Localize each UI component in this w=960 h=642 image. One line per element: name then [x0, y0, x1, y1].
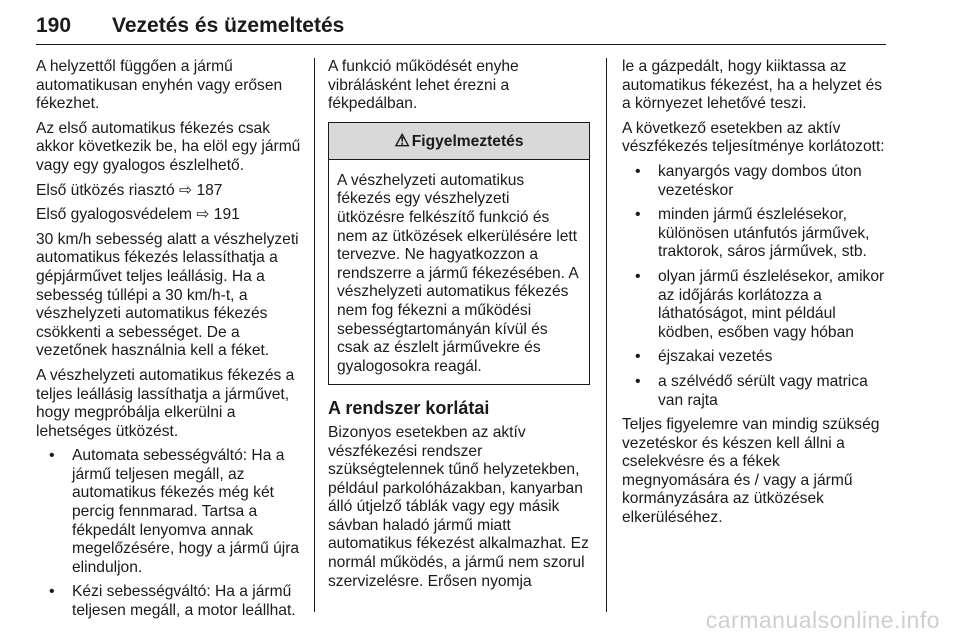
paragraph: A helyzettől függően a jármű automatikusan enyhén vagy erősen fékezhet. [36, 58, 283, 113]
column-3 [622, 58, 890, 534]
paragraph: le a gázpedált, hogy kiiktassa az automatikus fékezést, ha a helyzet és a környezet lehetővé teszi. [622, 58, 883, 113]
column-divider-1 [314, 58, 315, 612]
paragraph: A vészhelyzeti automatikus fékezés a teljes leállásig lassíthatja a járművet, hogy megpróbálja elkerülni a lehetséges ütközést. [36, 366, 295, 440]
page-ref-arrow-icon: ⇨ [179, 181, 193, 199]
bullet-list [622, 163, 890, 410]
column-2 [328, 58, 590, 597]
warning-text: A vészhelyzeti automatikus fékezés egy vészhelyzeti ütközésre felkészítő funkció és nem az ütközések elkerülésére lett tervezve. Ne hagyatkozzon a rendszerre a jármű fékezésében. A vészhelyzeti automatikus fékezés nem fog fékezni a működési sebességtartományán kívül és csak az észlelt járművekre és gyalogosokra reagál. [337, 171, 578, 375]
paragraph: Bizonyos esetekben az aktív vészfékezési rendszer szükségtelennek tűnő helyzetekben, például parkolóházakban, kanyarban álló útjelző táblák vagy egy másik sávban haladó jármű miatt automatikus fékezést alkalmazhat. Ez normál működés, a jármű nem szorul szervizelésre. Erősen nyomja [328, 423, 589, 590]
warning-triangle-icon: ⚠ [394, 130, 410, 150]
column-1 [36, 58, 304, 627]
column-divider-2 [606, 58, 607, 612]
cross-reference-pedestrian-protection[interactable]: Első gyalogosvédelem ⇨ 191 [36, 206, 240, 224]
list-item: • éjszakai vezetés [622, 348, 890, 367]
header-divider [36, 44, 886, 45]
paragraph: Az első automatikus fékezés csak akkor következik be, ha elöl egy jármű vagy egy gyalogos észlelhető. [36, 119, 301, 174]
page-title: Vezetés és üzemeltetés [112, 14, 345, 37]
warning-box [328, 122, 590, 386]
list-item: • kanyargós vagy dombos úton vezetéskor [622, 163, 890, 200]
list-item: • olyan jármű észlelésekor, amikor az időjárás korlátozza a láthatóságot, mint például ködben, esőben vagy hóban [622, 268, 890, 342]
section-heading: A rendszer korlátai [328, 398, 490, 419]
paragraph: A következő esetekben az aktív vészfékezés teljesítménye korlátozott: [622, 119, 885, 156]
paragraph: 30 km/h sebesség alatt a vészhelyzeti automatikus fékezés lelassíthatja a gépjárművet teljes leállásig. Ha a sebesség túllépi a 30 km/h-t, a vészhelyzeti automatikus fékezés csökkenti a sebességet. De a vezetőnek használnia kell a féket. [36, 230, 299, 360]
warning-body [329, 160, 589, 385]
list-item: • Automata sebességváltó: Ha a jármű teljesen megáll, az automatikus fékezés még két percig fennmarad. Tartsa a fékpedált lenyomva annak megelőzésére, hogy a jármű újra elinduljon. [36, 447, 304, 577]
list-item: • minden jármű észlelésekor, különösen utánfutós járművek, traktorok, sáros járművek, stb. [622, 206, 890, 262]
warning-title: Figyelmeztetés [411, 132, 524, 150]
cross-reference-forward-collision-alert[interactable]: Első ütközés riasztó ⇨ 187 [36, 181, 223, 199]
warning-header [329, 123, 589, 160]
list-item: • a szélvédő sérült vagy matrica van rajta [622, 373, 890, 410]
page-ref-number: 187 [196, 181, 223, 199]
page-ref-arrow-icon: ⇨ [196, 206, 210, 224]
bullet-list [36, 447, 304, 620]
paragraph: Teljes figyelemre van mindig szükség vezetéskor és készen kell állni a cselekvésre és a fékek megnyomására és / vagy a jármű kormányzására az ütközések elkerüléséhez. [622, 416, 880, 527]
page-ref-number: 191 [213, 206, 240, 224]
watermark: carmanualsonline.info [705, 607, 940, 633]
paragraph: A funkció működését enyhe vibrálásként lehet érezni a fékpedálban. [328, 58, 519, 113]
page-header [36, 8, 886, 48]
list-item: • Kézi sebességváltó: Ha a jármű teljesen megáll, a motor leállhat. [36, 583, 304, 620]
page-number: 190 [36, 14, 72, 37]
